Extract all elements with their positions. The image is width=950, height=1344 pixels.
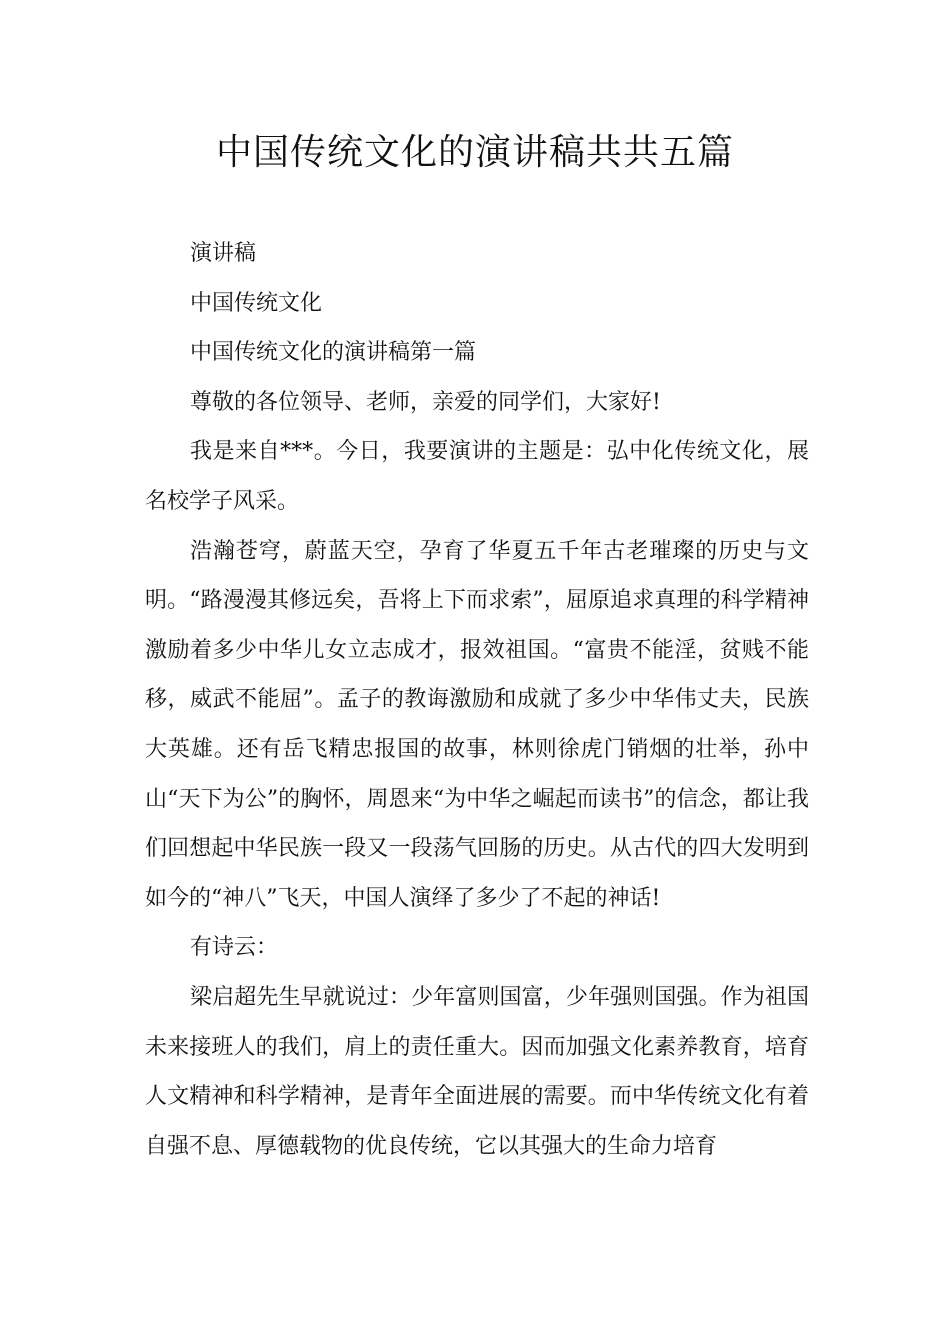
document-title: 中国传统文化的演讲稿共共五篇: [215, 132, 734, 173]
paragraph-history: 浩瀚苍穹，蔚蓝天空，孕育了华夏五千年古老璀璨的历史与文明。“路漫漫其修远矣，吾将上下而求索”，屈原追求真理的科学精神激励着多少中华儿女立志成才，报效祖国。“富贵不能淫，贫贱不能移，威武不能屈”。孟子的教诲激励和成就了多少中华伟丈夫，民族大英雄。还有岳飞精忠报国的故事，林则徐虎门销烟的壮举，孙中山“天下为公”的胸怀，周恩来“为中华之崛起而读书”的信念，都让我们回想起中华民族一段又一段荡气回肠的历史。从古代的四大发明到如今的“神八”飞天，中国人演绎了多少了不起的神话!: [145, 538, 809, 911]
paragraph-heading-first-speech: 中国传统文化的演讲稿第一篇: [190, 340, 477, 366]
paragraph-intro: 我是来自***。今日，我要演讲的主题是：弘中化传统文化，展名校学子风采。: [145, 439, 809, 514]
paragraph-greeting: 尊敬的各位领导、老师，亲爱的同学们，大家好!: [190, 389, 661, 415]
paragraph-heading-topic: 中国传统文化: [190, 290, 323, 316]
paragraph-heading-speech: 演讲稿: [190, 241, 257, 266]
paragraph-poem-intro: 有诗云：: [190, 935, 279, 961]
document-body: [145, 229, 809, 1171]
paragraph-youth: 梁启超先生早就说过：少年富则国富，少年强则国强。作为祖国未来接班人的我们，肩上的责任重大。因而加强文化素养教育，培育人文精神和科学精神，是青年全面进展的需要。而中华传统文化有着自强不息、厚德载物的优良传统，它以其强大的生命力培育: [145, 984, 809, 1159]
